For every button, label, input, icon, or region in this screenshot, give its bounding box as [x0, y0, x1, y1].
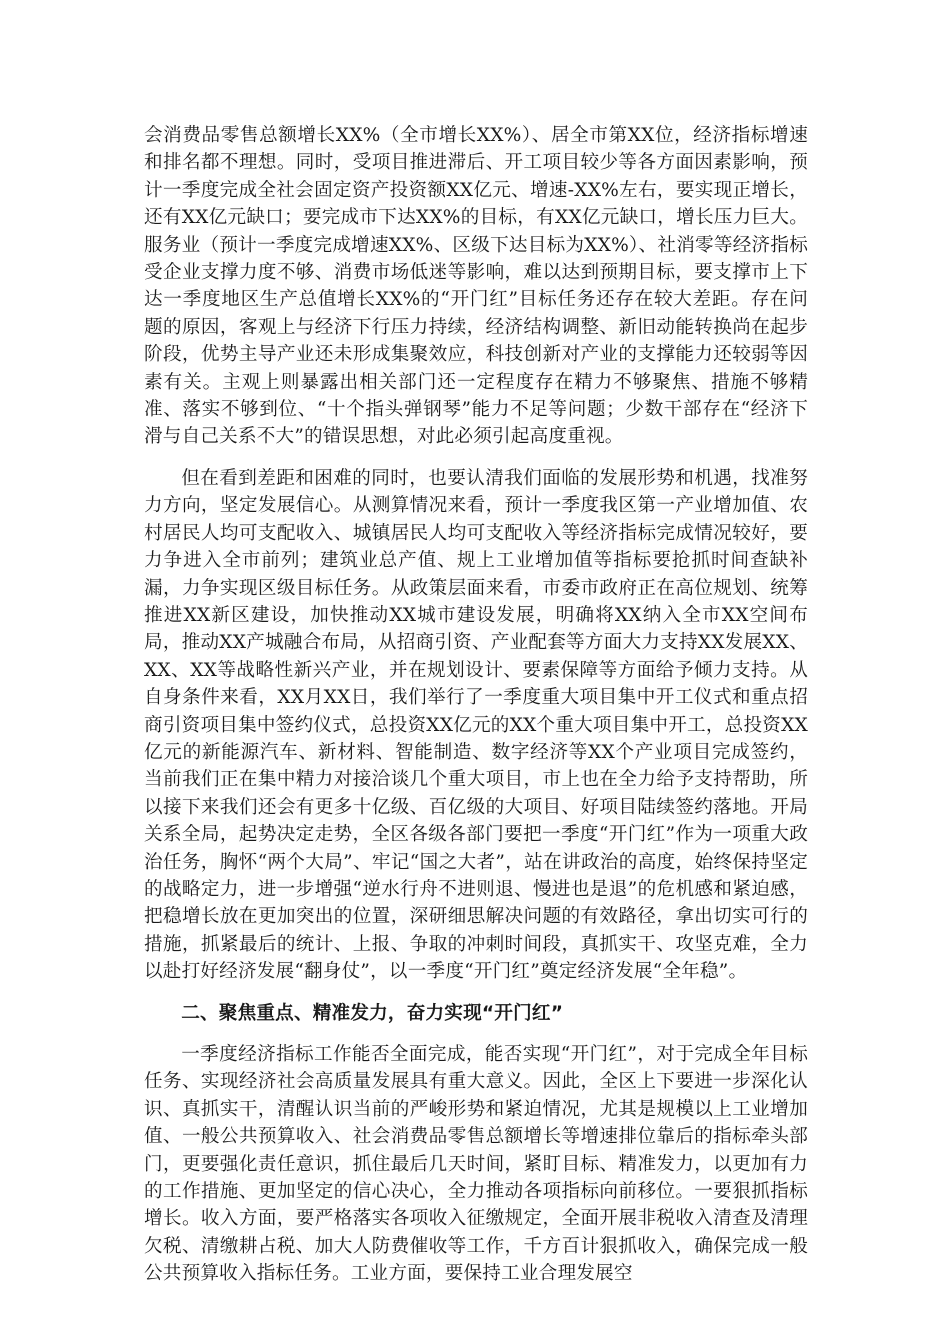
- paragraph-continued: 会消费品零售总额增长XX%（全市增长XX%）、居全市第XX位，经济指标增速和排名都不理想。同时，受项目推进滞后、开工项目较少等各方面因素影响，预计一季度完成全社会固定资产投资额XX亿元、增速-XX%左右，要实现正增长，还有XX亿元缺口；要完成市下达XX%的目标，有XX亿元缺口，增长压力巨大。服务业（预计一季度完成增速XX%、区级下达目标为XX%）、社消零等经济指标受企业支撑力度不够、消费市场低迷等影响，难以达到预期目标，要支撑市上下达一季度地区生产总值增长XX%的“开门红”目标任务还存在较大差距。存在问题的原因，客观上与经济下行压力持续，经济结构调整、新旧动能转换尚在起步阶段，优势主导产业还未形成集聚效应，科技创新对产业的支撑能力还较弱等因素有关。主观上则暴露出相关部门还一定程度存在精力不够聚焦、措施不够精准、落实不够到位、“十个指头弹钢琴”能力不足等问题；少数干部存在“经济下滑与自己关系不大”的错误思想，对此必须引起高度重视。: [144, 125, 808, 448]
- paragraph-focus: 一季度经济指标工作能否全面完成，能否实现“开门红”，对于完成全年目标任务、实现经济社会高质量发展具有重大意义。因此，全区上下要进一步深化认识、真抓实干，清醒认识当前的严峻形势和紧迫情况，尤其是规模以上工业增加值、一般公共预算收入、社会消费品零售总额增长等增速排位靠后的指标牵头部门，更要强化责任意识，抓住最后几天时间，紧盯目标、精准发力，以更加有力的工作措施、更加坚定的信心决心，全力推动各项指标向前移位。一要狠抓指标增长。收入方面，要严格落实各项收入征缴规定，全面开展非税收入清查及清理欠税、清缴耕占税、加大人防费催收等工作，千方百计狠抓收入，确保完成一般公共预算收入指标任务。工业方面，要保持工业合理发展空: [144, 1044, 808, 1285]
- document-body: [144, 122, 808, 1302]
- section-heading: 二、聚焦重点、精准发力，奋力实现“开门红”: [181, 1002, 564, 1024]
- paragraph-opportunities: 但在看到差距和困难的同时，也要认清我们面临的发展形势和机遇，找准努力方向，坚定发展信心。从测算情况来看，预计一季度我区第一产业增加值、农村居民人均可支配收入、城镇居民人均可支配收入等经济指标完成情况较好，要力争进入全市前列；建筑业总产值、规上工业增加值等指标要抢抓时间查缺补漏，力争实现区级目标任务。从政策层面来看，市委市政府正在高位规划、统筹推进XX新区建设，加快推动XX城市建设发展，明确将XX纳入全市XX空间布局，推动XX产城融合布局，从招商引资、产业配套等方面大力支持XX发展XX、XX、XX等战略性新兴产业，并在规划设计、要素保障等方面给予倾力支持。从自身条件来看，XX月XX日，我们举行了一季度重大项目集中开工仪式和重点招商引资项目集中签约仪式，总投资XX亿元的XX个重大项目集中开工，总投资XX亿元的新能源汽车、新材料、智能制造、数字经济等XX个产业项目完成签约，当前我们正在集中精力对接洽谈几个重大项目，市上也在全力给予支持帮助，所以接下来我们还会有更多十亿级、百亿级的大项目、好项目陆续签约落地。开局关系全局，起势决定走势，全区各级各部门要把一季度“开门红”作为一项重大政治任务，胸怀“两个大局”、牢记“国之大者”，站在讲政治的高度，始终保持坚定的战略定力，进一步增强“逆水行舟不进则退、慢进也是退”的危机感和紧迫感，把稳增长放在更加突出的位置，深研细思解决问题的有效路径，拿出切实可行的措施，抓紧最后的统计、上报、争取的冲刺时间段，真抓实干、攻坚克难，全力以赴打好经济发展“翻身仗”，以一季度“开门红”奠定经济发展“全年稳”。: [144, 467, 808, 983]
